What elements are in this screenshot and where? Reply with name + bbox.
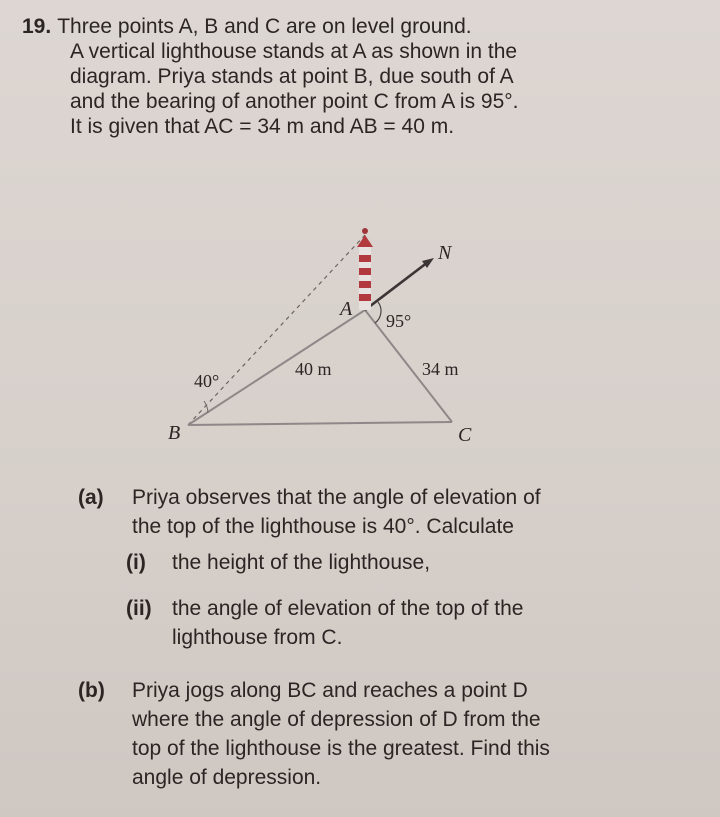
part-b-text: Priya jogs along BC and reaches a point D where the angle of depression of D from the top of the lighthouse is the greatest. Find this angle of depression. xyxy=(132,679,550,789)
side-ab xyxy=(188,310,365,425)
part-a-ii-label: (ii) xyxy=(126,597,152,620)
north-label: N xyxy=(438,242,452,264)
angle-a-label: 95° xyxy=(386,311,412,331)
lighthouse-diagram xyxy=(160,215,500,455)
angle-arc-a xyxy=(375,302,381,323)
part-b-label: (b) xyxy=(78,679,105,702)
north-arrow xyxy=(365,262,428,310)
part-a-text: Priya observes that the angle of elevation of the top of the lighthouse is 40°. Calculate xyxy=(132,486,541,538)
intro-line-3: diagram. Priya stands at point B, due south of A xyxy=(70,65,514,88)
part-a-label: (a) xyxy=(78,486,104,509)
side-ab-label: 40 m xyxy=(295,359,332,379)
side-ac-label: 34 m xyxy=(422,359,459,379)
point-b-label: B xyxy=(168,422,181,444)
intro-line-2: A vertical lighthouse stands at A as shown in the xyxy=(70,40,518,63)
intro-line-4: and the bearing of another point C from A is 95°. xyxy=(70,90,519,113)
angle-b-label: 40° xyxy=(194,371,220,391)
point-c-label: C xyxy=(458,424,472,446)
textbook-page: 19. Three points A, B and C are on level ground. A vertical lighthouse stands at A as shown in the diagram. Priya stands at point B, due south of A and the bearing of another point C from A is 95°. It is given that AC = 34 m and AB = 40 m. A B C N 95° 40° 40 m 34 m (a) Priya observes that the angle of elevation of the top of the lighthouse is 40°. Calculate (i) the height of the lighthouse, (ii) the angle of elevation of the top of the lighthouse from C. (b) Priya jogs along BC and reaches a point D where the angle of depression of D from the top of the lighthouse is the greatest. Find this angle of depression. xyxy=(0,0,720,817)
point-a-label: A xyxy=(340,298,353,320)
question-intro xyxy=(22,14,622,139)
intro-line-5: It is given that AC = 34 m and AB = 40 m. xyxy=(70,115,455,138)
question-number: 19. xyxy=(22,15,52,38)
part-a-i-label: (i) xyxy=(126,551,146,574)
line-of-sight-dashed xyxy=(188,235,365,425)
intro-line-1: 19. Three points A, B and C are on level ground. xyxy=(22,15,472,38)
side-bc xyxy=(188,422,452,425)
